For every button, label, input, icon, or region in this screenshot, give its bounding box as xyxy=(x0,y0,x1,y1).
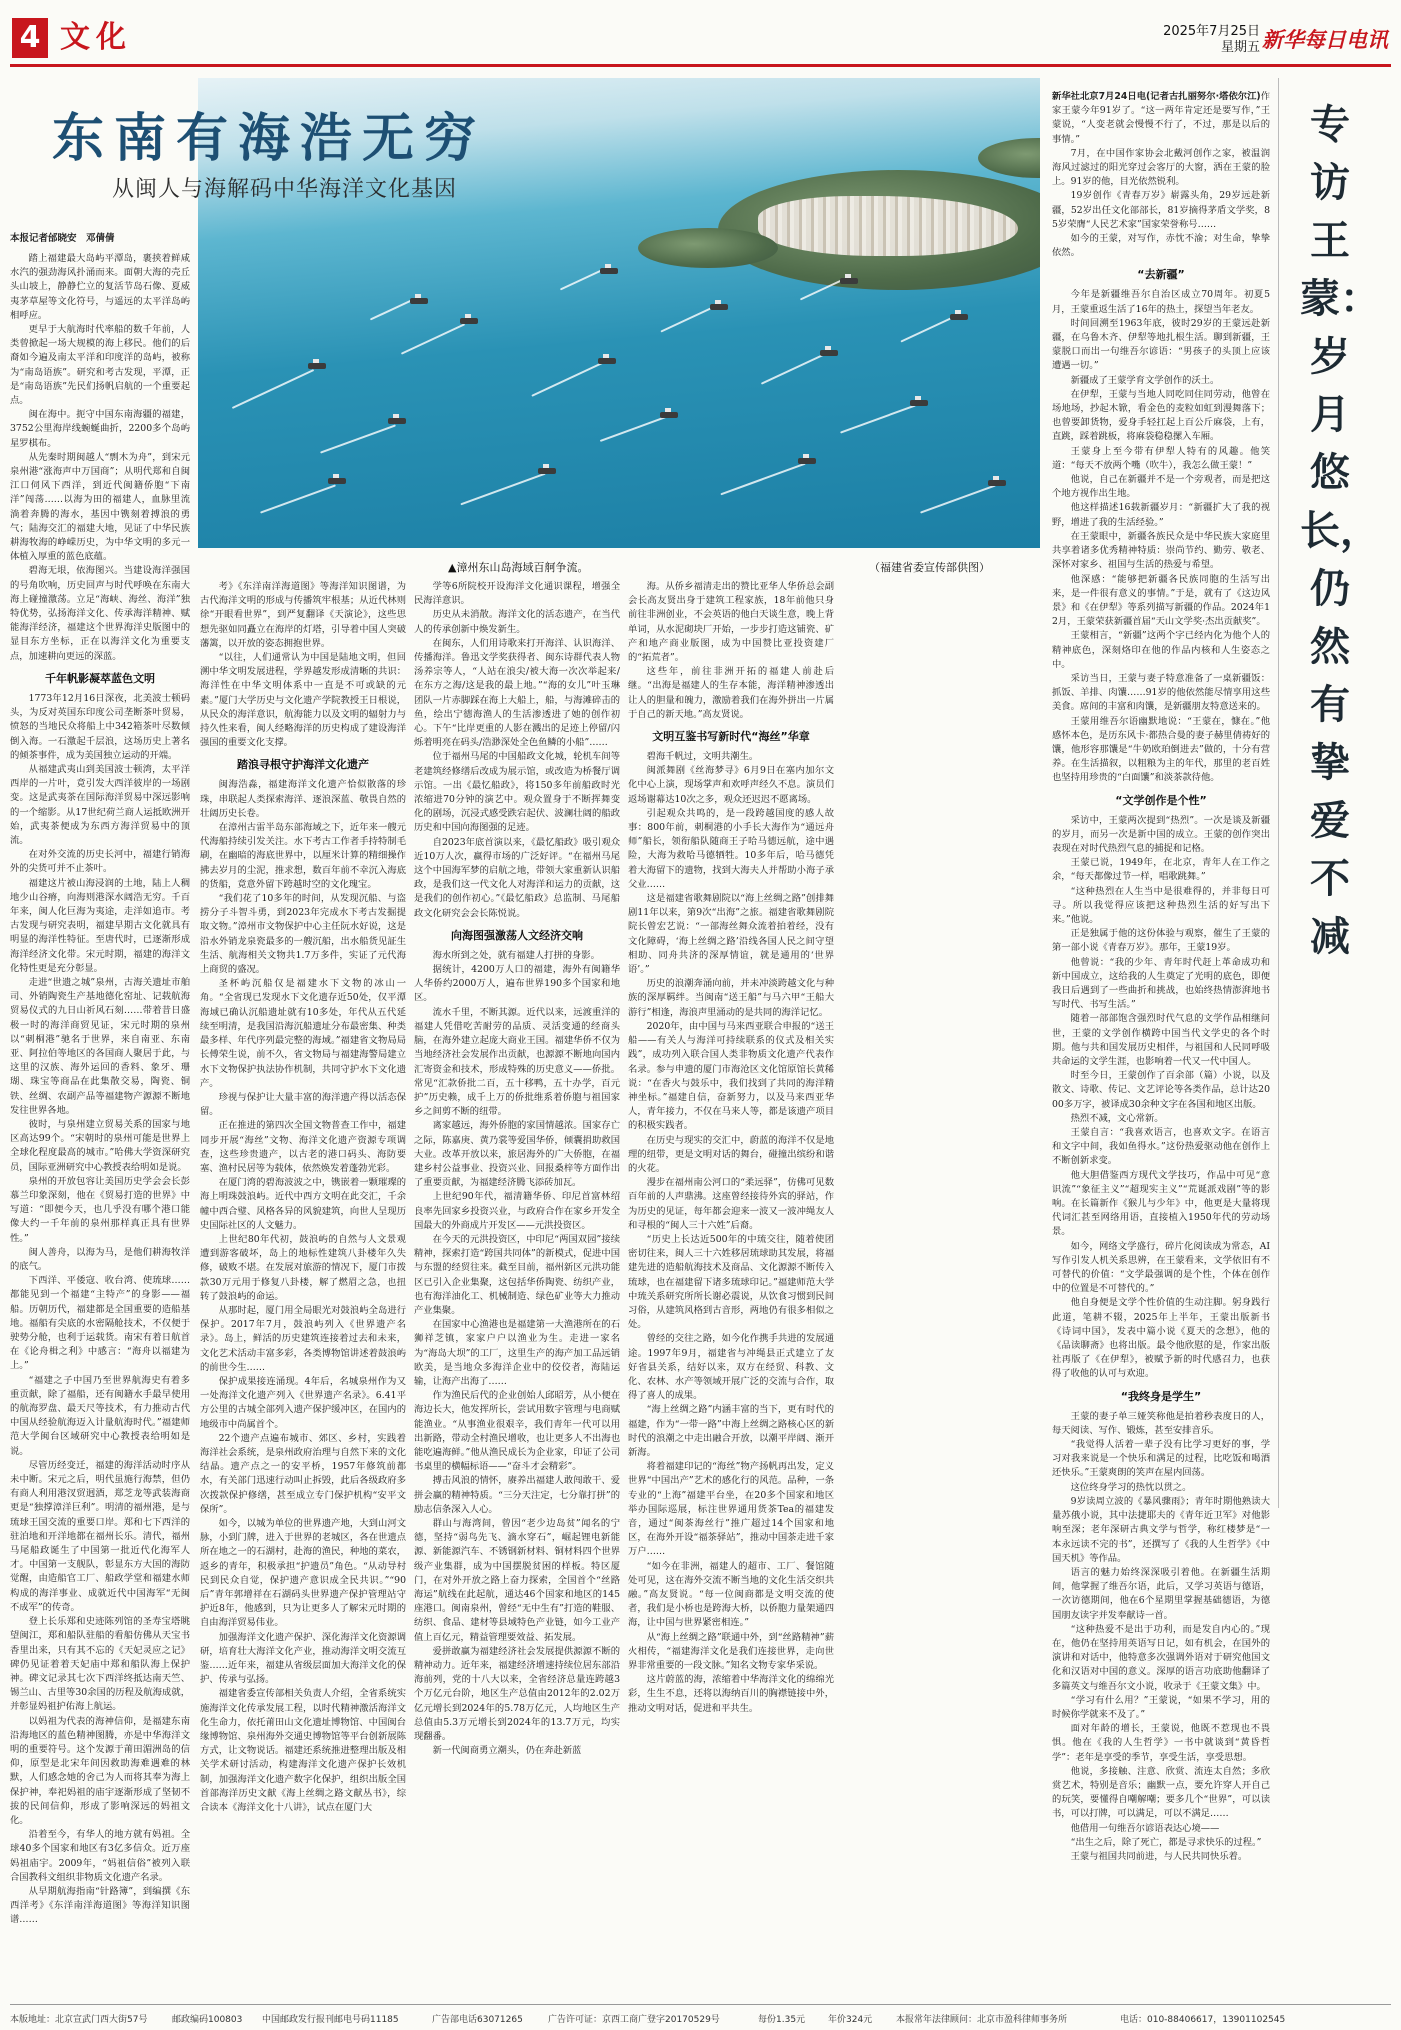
paragraph: 在历史与现实的交汇中，蔚蓝的海洋不仅是地理的纽带，更是文明对话的舞台，碰撞出缤纷和谐的火花。 xyxy=(628,1134,834,1174)
headline: 东南有海浩无穷 xyxy=(52,108,487,169)
paragraph: 这片蔚蓝的海，浓缩着中华海洋文化的绵绵光彩，生生不息，还将以海纳百川的胸襟链接中外，推动文明对话，促进和平共生。 xyxy=(628,1674,834,1714)
paragraph: 上世纪80年代初，鼓浪屿的自然与人文景观遭到游客破坏，岛上的地标性建筑八卦楼年久失修，破败不堪。在发展对旅游的情况下，厦门市拨款30万元用于修复八卦楼，解了燃眉之急，也扭转了鼓浪屿的命运。 xyxy=(200,1233,406,1302)
header-rule xyxy=(10,64,1391,67)
paragraph: 这位终身学习的热忱以贯之。 xyxy=(1070,1481,1192,1493)
footer-distribution: 中国邮政发行报刊邮电号码11185 xyxy=(262,2015,399,2025)
footer-address: 本版地址：北京宣武门西大街57号 xyxy=(10,2015,148,2025)
paragraph: 他大胆借鉴西方现代文学技巧，作品中可见“意识流”“象征主义”“超现实主义”“荒诞派戏剧”等的影响。在长篇新作《猴儿与少年》中，他更是大量将现代词汇甚至网络用语，直接植入1950年代的劳动场景。 xyxy=(1052,1169,1270,1238)
paragraph: 这是福建省歌舞剧院以“海上丝绸之路”创排舞剧11年以来，第9次“出海”之旅。福建省歌舞剧院院长曾宏艺说：“一部海丝舞众流着拍着经，没有文化障碍，‘海上丝绸之路’沿线各国人民之间守望相助、同舟共济的深厚情谊，就是通用的‘世界语’。” xyxy=(628,893,834,976)
paragraph: 沿着至今，有华人的地方就有妈祖。全球40多个国家和地区有3亿多信众。近万座妈祖庙宇。2009年，“妈祖信俗”被列入联合国教科文组织非物质文化遗产名录。 xyxy=(10,1829,190,1883)
section-heading: 踏浪寻根守护海洋文化遗产 xyxy=(237,758,369,772)
paragraph: 曾经的交往之路，如今化作携手共进的发展通途。1997年9月，福建省与冲绳县正式建立了友好省县关系，结好以来，双方在经贸、科教、文化、农林、水产等领域开展广泛的交流与合作，取得了喜人的成果。 xyxy=(628,1333,834,1402)
paragraph: 他这样描述16载新疆岁月：“新疆扩大了我的视野，增进了我的生活经验。” xyxy=(1052,502,1270,528)
paragraph: 更早于大航海时代率船的数千年前，人类曾掀起一场大规模的海上移民。他们的后裔如今遍及南太平洋和印度洋的岛屿，被称为“南岛语族”。研究和考古发现，平潭，正是“南岛语族”先民们扬帆启航的一个重要起点。 xyxy=(10,324,190,407)
paragraph: 在厦门湾的碧海波波之中，镌嵌着一颗璀璨的海上明珠鼓浪屿。近代中西方文明在此交汇，千余幢中西合璧、风格各异的风貌建筑，向世人呈现历史国际社区的人文魅力。 xyxy=(200,1177,406,1231)
paragraph: 将着福建印记的“海丝”物产扬帆再出发，定义世界“中国出产”艺术的感化行的风范。品种，一条专业的“上海”福建平台坐，在20多个国家和地区举办国际巡展，标注世界通用货茶Tea的福建发音，通过“闽茶海丝行”推广超过14个国家和地区，在海外开设“福茶驿站”，推动中国茶走进千家万户…… xyxy=(628,1461,834,1558)
interview-headline xyxy=(1300,96,1380,966)
section-heading: “去新疆” xyxy=(1137,268,1185,282)
paragraph: 今年是新疆维吾尔自治区成立70周年。初夏5月，王蒙重返生活了16年的热土，探望当年老友。 xyxy=(1052,289,1270,315)
paragraph: 上世纪90年代，福清籍华侨、印尼首富林绍良率先回家乡投资兴业，与政府合作在家乡开发全国最大的外商成片开发区——元洪投资区。 xyxy=(414,1191,620,1231)
paragraph: 如今，以城为单位的世界遗产地，大到山河文脉，小到门牌，进入于世界的老城区，各在世遗点所在地之一的石湖村，赴海的渔民，种地的菜农，返乡的青年，积极承担“护遗员”角色。“从动导村民到民众自觉，保护遗产意识成全民共识。”“90后”青年郭增祥在石湖码头世界遗产保护管理站守护近8年，他感到，只为让更多人了解宋元时期的自由海洋贸易伟业。 xyxy=(200,1518,406,1629)
paragraph: 流水千里，不断其源。近代以来，远渡重洋的福建人凭借吃苦耐劳的品质、灵活变通的经商头脑，在海外建立起庞大商业王国。福建华侨不仅为当地经济社会发展作出贡献，也源源不断地向国内汇寄资金和技术，形成特殊的历史意义——侨批。常见“汇款侨批二百，五十移鸭，五十办学，百元护”历史赖，成千上万的侨批维系着侨胞与祖国家乡之间剪不断的纽带。 xyxy=(414,1006,620,1118)
article-column-1 xyxy=(10,232,190,2000)
paragraph: 在闽东，人们用诗歌来打开海洋、认识海洋、传播海洋。鲁迅文学奖获得者、闽东诗群代表人物汤养宗等人，“人站在浪尖/被大海一次次举起来/在东方之海/这是我的最上地。”“海的女儿”叶玉琳团队一片赤脚踩在海上大船上，船，与海滩碎击的鱼，绘出宁德海渔人的生活渗透进了她的创作初心。下午“比岸更重的人影在溅出的足迹上停留/闪烁着明亮在码头/浩渺深处全色鱼鳞的小船”…… xyxy=(414,637,620,749)
paragraph: 正在推进的第四次全国文物普查工作中，福建同步开展“海丝”文物、海洋文化遗产资源专项调查，这些珍贵遗产，以古老的港口码头、海防要塞、渔村民居等为载体，依然焕发着蓬勃光彩。 xyxy=(200,1120,406,1174)
paragraph: 王蒙相言，“新疆”这两个字已经内化为他个人的精神底色，深刻烙印在他的作品内核和人生姿态之中。 xyxy=(1052,630,1270,670)
issue-date xyxy=(1145,24,1260,56)
paragraph: “学习有什么用？”王蒙说，“如果不学习，用的时候你学就来不及了。” xyxy=(1052,1694,1270,1720)
paragraph: 采访中，王蒙两次提到“热烈”。一次是谈及新疆的岁月，而另一次是新中国的成立。王蒙的创作突出表现在对时代热烈气息的捕捉和记格。 xyxy=(1052,814,1270,854)
paragraph: 王蒙已说，1949年，在北京，青年人在工作之余，“每天都像过节一样，唱歌跳舞。” xyxy=(1052,857,1270,883)
paragraph: 碧海无垠，依海图兴。当建设海洋强国的号角吹响，历史回声与时代呼唤在东南大海上碰撞激荡。立足“海峡、海丝、海洋”独特优势，弘扬海洋文化、传承海洋精神、赋能海洋经济，福建这个世界海洋史版图中的显目东方坐标，正在以海洋文化为重要支点，加速耕向更远的深蓝。 xyxy=(10,565,190,662)
paragraph: 9岁读周立波的《暴风骤雨》；青年时期他熟读大量苏俄小说，其中法捷耶夫的《青年近卫军》对他影响至深；老年深研古典文学与哲学，称红楼梦是“一本永远读不完的书”，还撰写了《我的人生哲学》《中国天机》等作品。 xyxy=(1052,1495,1270,1564)
paragraph: 下西洋、平倭寇、收台湾、使琉球……都能见到一个福建“主特产”的身影——福船。历朝历代，福建都是全国重要的造船基地。福船有尖底的水密隔舱技术，不仅便于驶势分舱，也利于运载货。南宋有着日航首在《论舟楫之利》中感言：“海舟以福建为上。” xyxy=(10,1275,190,1372)
paragraph: 从“海上丝绸之路”联通中外，到“丝路精神”薪火相传，“福建海洋文化是我们连接世界，走向世界非常重要的一段文脉。”知名文物专家华采说。 xyxy=(628,1631,834,1672)
paragraph: 在漳州古雷半岛东部海域之下，近年来一艘元代海船持续引发关注。水下考古工作者手持特制毛刷，在幽暗的海底世界中，以厘米计算的精细操作拂去岁月的尘泥，推求想，数百年前不幸沉入海底的货船，竟意外留下跨越时空的文化瑰宝。 xyxy=(200,822,406,890)
article-column-4 xyxy=(628,580,834,2000)
paragraph: “我们花了10多年的时间，从发现沉船、与盗捞分子斗智斗勇，到2023年完成水下考古发掘提取文物。”漳州市文物保护中心主任阮水好说，这是沿水外销龙泉瓷最多的一艘沉船，出水船货见証生生活、航海相关文物共1.7万多件，实证了元代海上商贸的盛况。 xyxy=(200,893,406,976)
paragraph: 闽海浩淼，福建海洋文化遗产恰似散落的珍珠，串联起人类探索海洋、逐浪深蓝、敬畏自然的壮阔历史长卷。 xyxy=(200,779,406,819)
paragraph: 海水所到之处，就有福建人打拼的身影。 xyxy=(432,949,600,961)
paragraph: 泉州的开放包容让美国历史学会会长彭慕兰印象深刻，他在《贸易打造的世界》中写道：“即便今天，也几乎没有哪个港口能像大约一千年前的泉州那样真正具有世界性。” xyxy=(10,1175,190,1244)
interview-column xyxy=(1052,90,1270,2000)
paragraph: 海。从侨乡福清走出的赞比亚华人华侨总会副会长高友贤出身于建筑工程家族，18年前他只身前往非洲创业，不会英语的他白天谈生意，晚上背单词，从水泥砌块厂开始，一步步打造这铺瓷、矿产和地产商业版图，成为中国赞比亚投资建厂的“拓荒者”。 xyxy=(628,581,834,664)
footer-rule xyxy=(10,2004,1391,2005)
paragraph: 离家越远，海外侨胞的家国情越浓。国家存亡之际，陈嘉庚、黄乃裳等爱国华侨，倾囊捐助救国大业。改革开放以来，旅居海外的广大侨胞，在福建乡村公益事业、投资兴业、回报桑梓等方面作出了重要贡献，为福建经济腾飞添砖加瓦。 xyxy=(414,1120,620,1189)
paragraph: 福建这片被山海浸润的土地，陆上人稠地少山谷瘠，向海则港深水阔浩无穷。千百年来，闽人化巨海为夷途，走洋如追市。考古发现与研究表明，福建早期古文化就具有明显的海洋性特征。至唐代时，已逐渐形成海洋经济文化带。宋元时期，福建的海洋文化特性更是充分彰显。 xyxy=(10,877,190,974)
paragraph: 在对外交流的历史长河中，福建行销海外的尖货可并不止茶叶。 xyxy=(10,849,190,875)
paragraph: 19岁创作《青春万岁》崭露头角，29岁远赴新疆，52岁出任文化部部长，81岁摘得茅盾文学奖，85岁荣膺“人民艺术家”国家荣誉称号…… xyxy=(1052,190,1270,230)
section-name: 文化 xyxy=(60,20,132,55)
paragraph: 7月，在中国作家协会北戴河创作之家，被温润海风过滤过的阳光穿过会客厅的大窗，洒在王蒙的脸上。91岁的他，目光依然锐利。 xyxy=(1052,147,1270,188)
paragraph: 在今天的元洪投资区，中印尼“两国双园”接续精神，探索打造“跨国共同体”的新模式，促进中国与东盟的经贸往来。截至目前，福州新区元洪功能区已引入企业集聚，这包括华侨陶瓷、纺织产业，也有海洋油化工、机械制造、绿色矿业等大力推动产业集聚。 xyxy=(414,1233,620,1316)
headline-line: 岁月悠长， xyxy=(1300,333,1380,554)
paragraph: 踏上福建最大岛屿平潭岛，裹挟着鲜咸水汽的强劲海风扑涌而来。面朝大海的壳丘头山坡上，静静伫立的复活节岛石像、夏威夷茅草屋等文化符号，与遥远的太平洋岛屿相呼应。 xyxy=(10,253,190,321)
paragraph: 走进“世遗之城”泉州，古海关遗址市舶司、外销陶瓷生产基地德化窑址、记载航海贸易仪式的九日山祈风石刻……带着昔日盛极一时的海洋商贸见证，宋元时期的泉州以“刺桐港”驰名于世界，来自南亚、东南亚、阿拉伯等地区的各国商人聚居于此，与这里的汉族、海外运回的香料、象牙、珊瑚、珠宝等商品在此集散交易，陶瓷、铜铁、丝绸、农副产品等福建物产源源不断地发往世界各地。 xyxy=(10,976,190,1116)
paragraph: “出生之后，除了死亡，都是寻求快乐的过程。” xyxy=(1070,1836,1262,1848)
paragraph: 热烈不减，文心常新。 xyxy=(1070,1112,1164,1124)
footer-ad-license: 广告许可证：京西工商广登字20170529号 xyxy=(548,2015,720,2025)
footer-phone: 电话：010-88406617，13901102545 xyxy=(1120,2015,1286,2025)
lead-paragraph xyxy=(1052,90,1270,147)
paragraph: 采访当日，王蒙与妻子特意准备了一桌新疆饭：抓饭、羊排、肉馕……91岁的他依然能尽情享用这些美食。席间的丰富和肉馕，是新疆朋友特意送来的。 xyxy=(1052,672,1270,713)
paragraph: 他借用一句维吾尔谚语表达心境—— xyxy=(1070,1822,1220,1834)
subheadline: 从闽人与海解码中华海洋文化基因 xyxy=(112,177,458,202)
paragraph: 时间回溯至1963年底，彼时29岁的王蒙远赴新疆，在乌鲁木齐、伊犁等地扎根生活。聊到新疆，王蒙脱口而出一句维吾尔谚语：“男孩子的头顶上应该遭遇一切。” xyxy=(1052,317,1270,372)
paragraph: 王蒙身上至今带有伊犁人特有的风趣。他笑道：“每天不放两个嘴（吹牛），我怎么做王蒙！” xyxy=(1052,445,1270,471)
dateline: 新华社北京7月24日电(记者古扎丽努尔·塔依尔江) xyxy=(1052,91,1261,102)
paragraph: 从早期航海指南“针路簿”，到编撰《东西洋考》《东洋南洋海道图》等海洋知识图谱…… xyxy=(10,1885,190,1926)
paragraph: 圣杯屿沉船仅是福建水下文物的冰山一角。“全省现已发现水下文化遗存近50处，仅平潭海域已确认沉船遗址就有10多处，年代从五代延续至明清，是我国沿海沉船遗址分布最密集、种类最多样、年代序列最完整的海域。”福建省文物局局长傅荣生说，前不久，省文物局与福建海警局建立水下文物保护执法协作机制，共同守护水下文化遗产。 xyxy=(200,978,406,1089)
footer-price: 每份1.35元 xyxy=(758,2015,806,2025)
paragraph: 22个遗产点遍布城市、郊区、乡村，实践着海洋社会系统，是泉州政府治理与自然下来的文化结晶。遗产点之一的安平桥，1957年修筑前都水，有关部门迅速行动叫止拆毁，此后各级政府多次拨款保护修缮，甚至成立专门保护机构“安平文保所”。 xyxy=(200,1432,406,1515)
paragraph: 在王蒙眼中，新疆各族民众是中华民族大家庭里共享着诸多优秀精神特质：崇尚节约、勤劳、敬老、深怀对家乡、祖国与生活的热爱与希望。 xyxy=(1052,530,1270,571)
article-column-3 xyxy=(414,580,620,2000)
paragraph: 漫步在福州南公河口的“柔远驿”，仿佛可见数百年前的人声鼎沸。这座曾经接待外宾的驿站，作为历史的见证，每年都会迎来一波又一波冲绳友人和寻根的“闽人三十六姓”后裔。 xyxy=(628,1177,834,1231)
footer-ad-phone: 广告部电话63071265 xyxy=(432,2015,523,2025)
paragraph: 爱拼敢赢为福建经济社会发展提供源源不断的精神动力。近年来，福建经济增速持续位居东部沿海前列，党的十八大以来，全省经济总量连跨越3个万亿元台阶，地区生产总值由2012年的2.02万亿元增长到2024年的5.78万亿元，人均地区生产总值由5.3万元增长到2024年的13.7万元，均实现翻番。 xyxy=(414,1645,620,1743)
paragraph: 王蒙的妻子单三娅笑称他是拍着秒表度日的人，每天阅读、写作、锻炼，甚至安排音乐。 xyxy=(1052,1410,1270,1436)
section-heading: 千年帆影凝萃蓝色文明 xyxy=(45,671,155,685)
paragraph: 闽人善舟，以海为马，是他们耕海牧洋的底气。 xyxy=(10,1246,190,1273)
paragraph: 王蒙用维吾尔语幽默地说：“王蒙在，慷在。”他感怀本色，是历东风卡·都热合曼的妻子赫里倩祷好的馕，他形容那馕是“牛奶欧珀倒进去”做的，十分有营养。在生活描叙，以粗粮为主的年代，那里的老百姓也坚持用珍贵的“白面馕”和淡茶款待他。 xyxy=(1052,715,1270,784)
paragraph: 加强海洋文化遗产保护、深化海洋文化资源调研，培育壮大海洋文化产业，推动海洋文明交流互鉴……近年来，福建从省级层面加大海洋文化的保护、传承与弘扬。 xyxy=(200,1631,406,1686)
paragraph: 登上长乐郑和史迹陈列馆的圣寿宝塔眺望闽江，郑和船队驻船的看船仿佛从天宝书香里出来，只有其不忘的《天妃灵应之记》碑仍见证着着天妃庙中郑和船队海上保护神。碑文记录其七次下西洋终抵达南天竺、锡兰山、古里等30余国的历程及航海成就，并彰显妈祖护佑海上航运。 xyxy=(10,1616,190,1713)
paragraph: 尽管历经变迁，福建的海洋活动时序从未中断。宋元之后，明代虽施行海禁，但仍有商人利用港汊贸迥酒，郑芝龙等武装海商更是“独撑漳洋巨利”。明清的福州港，是与琉球王国交流的重要口岸。郑和七下西洋的驻泊地和开洋地都在福州长乐。清代，福州马尾船政诞生了中国第一批近代化海军人才。中国第一支舰队，彰显东方大国的海防觉醒，由造船官工厂、船政学堂和福建水师构成的海洋事业、成就近代中国海军“无闽不成军”的传奇。 xyxy=(10,1459,190,1613)
footer-legal-counsel: 本报常年法律顾问：北京市盈科律师事务所 xyxy=(896,2015,1068,2025)
date-text: 2025年7月25日 xyxy=(1163,24,1260,39)
headland-shape xyxy=(638,228,778,268)
paragraph: 自2023年底首演以来，《最忆船政》吸引观众近10万人次，赢得市场的广泛好评。“在福州马尾这个中国海军梦的启航之地，带领大家重新认识船政，是我们这一代文化人对海洋和运力的贡献，这是我们的创作初心。”《最忆船政》总监制、马尾船政文化研究会会长陈悦说。 xyxy=(414,836,620,919)
section-heading: “文学创作是个性” xyxy=(1115,793,1207,807)
paragraph: 历史的浪潮奔涌向前，并未冲淡跨越文化与种族的深厚羁绊。当闽南“送王船”与马六甲“王船大游行”相逢，海浪声里涌动的是共同的海洋记忆。 xyxy=(628,978,834,1018)
paragraph: “如今在非洲，福建人的超市、工厂、餐馆随处可见，这在海外交流不断当地的文化生活交织共融。”高友贤说。“每一位闽商都是文明交流的使者，我们是小桥也是跨海大桥，以侨胞力量架通四海，让中国与世界紧密相连。” xyxy=(628,1560,834,1629)
paragraph: 王蒙自言：“我喜欢语言，也喜欢文字。在语言和文字中间，我如鱼得水。”这份热爱驱动他在创作上不断创新求变。 xyxy=(1052,1127,1270,1167)
paragraph: 珍视与保护让大量丰富的海洋遗产得以活态保留。 xyxy=(200,1091,406,1118)
paragraph: 面对年龄的增长，王蒙说，他既不惹现也不畏惧。他在《我的人生哲学》一书中就谈到“黄昏哲学”：老年是享受的季节，享受生活，享受思想。 xyxy=(1052,1723,1270,1763)
paragraph: 随着一部部饱含强烈时代气息的文学作品相继问世，王蒙的文学创作横跨中国当代文学史的各个时期。他与共和国发展历史相伴，与祖国和人民同呼吸共命运的文学生涯，也影响着一代又一代中国人。 xyxy=(1052,1013,1270,1067)
section-heading: 文明互鉴书写新时代“海丝”华章 xyxy=(652,730,810,744)
page-header xyxy=(0,0,1401,66)
paragraph: “海上丝绸之路”内涵丰富的当下，更有时代的福建，作为“一带一路”中海上丝绸之路核心区的新时代的浪潮之中走出融合开放，以潮平岸阔、渐开新海。 xyxy=(628,1404,834,1458)
paragraph: 闽在海中。扼守中国东南海疆的福建，3752公里海岸线蜿蜒曲折，2200多个岛屿星罗棋布。 xyxy=(10,409,190,449)
paragraph: 从那时起，厦门用全局眼光对鼓浪屿全岛进行保护。2017年7月，鼓浪屿列入《世界遗产名录》。岛上，鲜活的历史建筑连接着过去和未来，文化艺术活动丰富多彩，各类博物馆讲述着鼓浪屿的前世今生…… xyxy=(200,1304,406,1373)
paragraph: 群山与海湾间，曾因“老少边岛贫”闻名的宁德，坚持“弱鸟先飞、滴水穿石”，崛起锂电新能源、新能源汽车、不锈钢新材料、铜材料四个世界级产业集群，成为中国摆脱贫困的样板。特区厦门，在对外开放之路上奋力探索，全国首个“丝路海运”航线在此起航，通达46个国家和地区的145座港口。闽南泉州，曾经“无中生有”打造的鞋服、纺织、食品、建材等县域特色产业链，如今工业产值上百亿元，精益管理要效益、拓发展。 xyxy=(414,1518,620,1643)
paragraph: 引起观众共鸣的，是一段跨越国度的感人故事：800年前，刺桐港的小手长大海作为“通远舟师”船长，领衔船队随商王子哈马德远航，途中遇险，大海为救哈马德牺牲。10多年后，哈马德凭着大海留下的遗物，找到大海夫人并帮助小海子承父业…… xyxy=(628,807,834,890)
paragraph: 新疆成了王蒙学育文学创作的沃土。 xyxy=(1070,374,1220,386)
paragraph: 他曾说：“我的少年、青年时代赶上革命成功和新中国成立，这给我的人生奠定了光明的底色，即便我日后遇到了一些曲折和挑战，也始终热情澎湃地书写时代、书写生活。” xyxy=(1052,956,1270,1011)
paragraph: 这些年，前往非洲开拓的福建人前赴后继。“出海是福建人的生存本能，海洋精神渗透出让人的胆量和魄力，激励着我们在海外拼出一片属于自己的新天地。”高友贤说。 xyxy=(628,666,834,720)
photo-credit: （福建省委宣传部供图） xyxy=(869,561,990,574)
paragraph: 考》《东洋南洋海道图》等海洋知识图谱，为古代海洋文明的形成与传播筑牢根基；从近代林则徐“开眼看世界”，到严复翻译《天演论》，这些思想先驱如同矗立在海岸的灯塔，引导着中国人突破藩篱，以开放的姿态拥抱世界。 xyxy=(200,581,406,649)
paragraph: 在伊犁，王蒙与当地人同吃同住同劳动，他曾在场地场，抄起木锨，看金色的麦粒如虹到漫舞落下；也曾要卸货物，爱身手轻扛起上百公斤麻袋，上有，直跳，踩着跳板，将麻袋稳稳摞入车厢。 xyxy=(1052,388,1270,443)
paragraph: 保护成果接连涌现。4年后，名城泉州作为又一处海洋文化遗产列入《世界遗产名录》。6.41平方公里的古城全部列入遗产保护缓冲区，在国内的地级市中尚属首个。 xyxy=(200,1375,406,1430)
lead-text: 作家王蒙今年91岁了。“这一两年肯定还是要写作，”王蒙说，“人变老就会慢慢不行了，不过，那是以后的事情。” xyxy=(1052,91,1270,145)
distant-hill-shape xyxy=(978,138,1040,178)
paragraph: 彼时，与泉州建立贸易关系的国家与地区高达99个。“宋朝时的泉州可能是世界上全球化程度最高的城市。”哈佛大学资深研究员，国际亚洲研究中心教授表给明如是说。 xyxy=(10,1118,190,1173)
paragraph: 从先秦时期闽越人“剽木为舟”，到宋元泉州港“涨海声中万国商”；从明代郑和自闽江口伺风下西洋，到近代闽籍侨胞“下南洋”闯荡……以海为田的福建人，血脉里流淌着奔腾的海水，基因中镌刻着搏浪的勇气；陆海交汇的福建大地，见证了中华民族耕海牧海的峥嵘历史，为中华文明的多元一体植入厚重的蓝色底蕴。 xyxy=(10,451,190,563)
paragraph: 闽派舞剧《丝海梦寻》6月9日在塞内加尔文化中心上演，现场掌声和欢呼声经久不息。演员们返场谢幕达10次之多，观众还迟迟不愿离场。 xyxy=(628,765,834,805)
photo-caption: ▲漳州东山岛海域百舸争流。 xyxy=(448,561,589,574)
section-heading: “我终身是学生” xyxy=(1120,1389,1202,1403)
paragraph: “这种热烈在人生当中是很难得的，并非每日可寻。所以我觉得应该把这种热烈生活的好写出下来。”他说。 xyxy=(1052,885,1270,925)
paragraph: 正是独属于他的这份体验与观察，催生了王蒙的第一部小说《青春万岁》。那年，王蒙19岁。 xyxy=(1052,928,1270,954)
column-divider xyxy=(1278,78,1279,1508)
paragraph: 语言的魅力始终深深吸引着他。在新疆生活期间，他掌握了维吾尔语，此后，又学习英语与德语，一次访德期间，他在6个星期里掌握基础德语，为德国朋友读字并发奉献诗一首。 xyxy=(1052,1566,1270,1621)
headline-line: 仍然有挚爱不减 xyxy=(1310,565,1350,960)
paragraph: 时至今日，王蒙创作了百余部（篇）小说，以及散文、诗歌、传记、文艺评论等各类作品，总计达2000多万字，被译成30余种文字在各国和地区出版。 xyxy=(1052,1070,1270,1110)
headline-line: 专访王蒙： xyxy=(1300,101,1380,322)
section-heading: 向海图强激荡人文经济交响 xyxy=(451,928,583,942)
footer-postcode: 邮政编码100803 xyxy=(172,2015,243,2025)
paragraph: “以往，人们通常认为中国是陆地文明，但回溯中华文明发展进程，学界越发形成清晰的共识：海洋性在中华文明体系中一直是不可或缺的元素。”厦门大学历史与文化遗产学院教授王日根说，从民众的海洋意识，航海能力以及文明的辐射力与持久性来看，闽人经略海洋的历史构成了建设海洋强国的重要文化支撑。 xyxy=(200,652,406,749)
paragraph: 福建省委宣传部相关负责人介绍，全省系统实施海洋文化传承发展工程，以时代精神激活海洋文化生命力，依托莆田山文化遗址博物馆、中国闽台缘博物馆、泉州海外交通史博物馆等平台创新展陈方式，让文物说话。福建还系统推进整理出版及相关学术研讨活动，构建海洋文化遗产保护长效机制，加强海洋文化遗产数字化保护，组织出版全国首部海洋历史文献《海上丝绸之路文献丛书》，综合读本《海洋文化十八讲》，试点在厦门大 xyxy=(200,1688,406,1814)
weekday-text: 星期五 xyxy=(1220,40,1260,55)
page-footer xyxy=(0,2004,1401,2028)
paragraph: 1773年12月16日深夜，北美波士顿码头，为反对英国东印度公司垄断茶叶贸易，愤怒的当地民众将船上中342箱茶叶尽数倾倒入海。一石激起千层浪，这场历史上著名的倾茶事件，成为美国独立运动的开端。 xyxy=(10,692,190,761)
paragraph: 历史从未消散。海洋文化的活态遗产，在当代人的传承创新中焕发新生。 xyxy=(414,609,620,635)
paragraph: 碧海千帆过，文明共潮生。 xyxy=(646,751,759,763)
paragraph: 新一代闽商勇立潮头，仍在奔赴新蓝 xyxy=(432,1745,582,1757)
paragraph: 从福建武夷山到美国波士顿湾，太平洋西岸的一片叶，竟引发大西洋彼岸的一场剧变。这是武夷茶在国际海洋贸易中深远影响的一个缩影。从17世纪荷兰商人运抵欧洲开始，武夷茶便成为东西方海洋贸易中的顶流。 xyxy=(10,763,190,846)
paragraph: “我觉得人活着一辈子没有比学习更好的事，学习对我来说是一个快乐和满足的过程，比吃饭和喝酒还快乐。”王蒙爽朗的笑声在屋内回荡。 xyxy=(1052,1439,1270,1479)
paragraph: 他自身便是文学个性价值的生动注脚。躬身践行此道，笔耕不辍，2025年上半年，王蒙出版新书《诗词中国》，发表中篇小说《夏天的念想》，他的《品读聊斋》也将出版。最令他欣慰的是，作家出版社再版了《在伊犁》，被赋予新的时代感召力，也获得了收他的认可与欢迎。 xyxy=(1052,1297,1270,1380)
paragraph: 据统计，4200万人口的福建，海外有闽籍华人华侨约2000万人，遍布世界190多个国家和地区。 xyxy=(414,964,620,1004)
paragraph: 作为渔民后代的企业创始人邱昭芳，从小便在海边长大，他发挥所长，尝试用数字管理与电商赋能渔业。“从事渔业很艰辛，我们青年一代可以用出新路，带动全村渔民增收，也让更多人不出海也能吃遍海鲜。”他从渔民成长为企业家，印证了公司书桌里的横幅标语——“奋斗才会精彩”。 xyxy=(414,1390,620,1473)
article-column-2 xyxy=(200,580,406,2000)
paragraph: 他说，多接触、注意、欣赏、流连太自然；多欣赏艺术，特别是音乐；幽默一点，要允许穿人开自己的玩笑，要懂得自嘲解嘲；要多几个“世界”，可以读书，可以打牌，可以满足，可以不满足…… xyxy=(1052,1765,1270,1820)
paragraph: “历史上长达近500年的中琉交往，随着使团密切往来，闽人三十六姓移居琉球助其发展，将福建先进的造船航海技术及商品、文化源源不断传入琉球，也在福建留下诸多琉球印记。”福建师范大学中琉关系研究所所长谢必震说，从饮食习惯到民间习俗，从建筑风格到古音形，两地仍有很多相似之处。 xyxy=(628,1233,834,1331)
paragraph: 搏击风浪的情怀，赓养出福建人敢闯敢干、爱拼会赢的精神特质。“三分天注定，七分靠打拼”的励志信条深入人心。 xyxy=(414,1475,620,1515)
paragraph: 2020年，由中国与马来西亚联合申报的“送王船——有关人与海洋可持续联系的仪式及相关实践”，成功列入联合国人类非物质文化遗产代表作名录。参与申遗的厦门市海沧区文化馆原馆长黄稀说：“在香火与鼓乐中，我们找到了共同的海洋精神坐标。”福建自信，奋新努力，以及马来西亚华人，青年接力，不仅在马来人等，都是该遗产项目的积极实践者。 xyxy=(628,1020,834,1132)
paragraph: 如今的王蒙，对写作，赤忱不渝；对生命，挚挚依然。 xyxy=(1052,233,1270,259)
footer-annual-price: 年价324元 xyxy=(828,2015,873,2025)
page-number: 4 xyxy=(12,18,48,58)
paragraph: 在国家中心渔港也是福建第一大渔港所在的石狮祥芝镇，家家户户以渔业为生。走进一家名为“海岛大坝”的工厂，这里生产的海产加工品远销欧美，是当地众多海洋企业中的佼佼者，海陆运输，让海产出海了…… xyxy=(414,1319,620,1387)
paragraph: 他说，自己在新疆并不是一个旁观者，而是把这个地方视作出生地。 xyxy=(1052,474,1270,500)
paragraph: 学等6所院校开设海洋文化通识课程，增强全民海洋意识。 xyxy=(414,581,620,607)
paragraph: “这种热爱不是出于功利，而是发自内心的。”现在，他仍在坚持用英语写日记，如有机会，在国外的演讲和对话中，他特意多次强调外语对于研究他国文化和汉语对中国的意义。深厚的语言功底助他翻译了多篇英文与维吾尔文小说，收录于《王蒙文集》中。 xyxy=(1052,1623,1270,1692)
paragraph: 他深感：“能够把新疆各民族同胞的生活写出来，是一件很有意义的事情。”于是，就有了《这边风景》和《在伊犁》等系列描写新疆的作品。2024年12月，王蒙荣获新疆首届“天山文学奖·杰出贡献奖”。 xyxy=(1052,573,1270,628)
paragraph: “福建之子中国乃至世界航海史有着多重贡献，除了福船，还有闽籍水手最早使用的航海罗盘、最天尺等技术，有力推动古代中国从经验航海迈入计量航海时代。”福建师范大学闽台区域研究中心教授表给明如是说。 xyxy=(10,1374,190,1457)
paragraph: 位于福州马尾的中国船政文化城，轮机车间等老建筑经修缮后改成为展示馆，或改造为桥餐厅调示馆。一出《最忆船政》，将150多年前船政时光浓缩进70分钟的演艺中。观众置身于不断挥舞变化的剧场，沉浸式感受跌宕起伏、波澜壮阔的船政历史和中国向海图强的足迹。 xyxy=(414,751,620,834)
newspaper-logo: 新华每日电讯 xyxy=(1262,27,1388,52)
byline: 本报记者邰晓安 邓倩倩 xyxy=(10,233,115,244)
paragraph: 以妈祖为代表的海神信仰，是福建东南沿海地区的蓝色精神图腾，亦是中华海洋文明的重要符号。这个发源于莆田湄洲岛的信仰，原型是北宋年间因救助海难遇难的林默，人们感念她的舍己为人而将其奉为海上保护神，奉祀妈祖的庙宇逐渐形成了坚韧不拔的民间信仰，形成了影响深远的妈祖文化。 xyxy=(10,1715,190,1826)
paragraph: 如今，网络文学盛行，碎片化阅读成为常态，AI写作引发人机关系思辨，在王蒙看来，文学依旧有不可替代的价值：“文学最强调的是个性，个体在创作中的位置是不可替代的。” xyxy=(1052,1240,1270,1295)
paragraph: 王蒙与祖国共同前进，与人民共同快乐着。 xyxy=(1070,1850,1248,1862)
